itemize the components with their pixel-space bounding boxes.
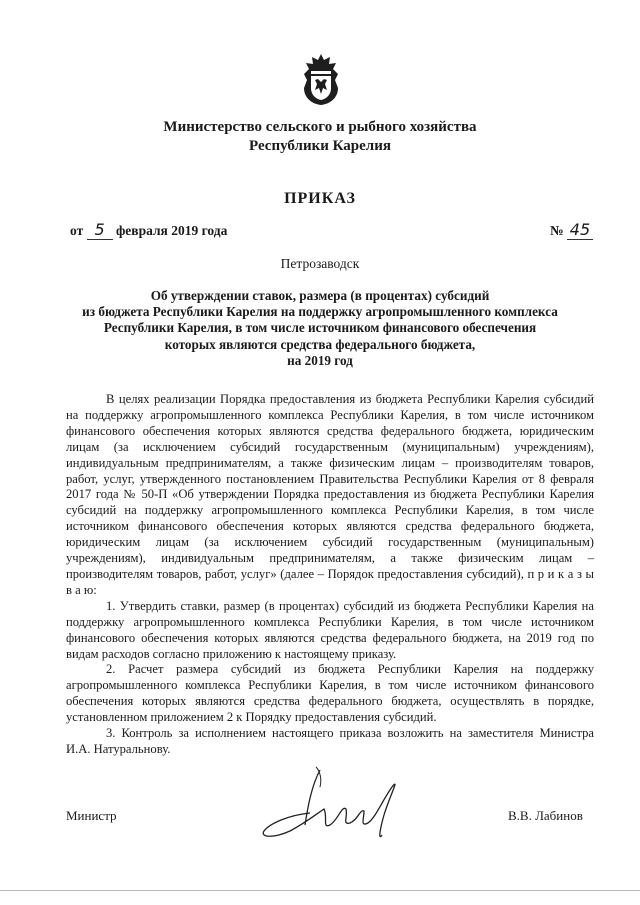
karelia-coat-of-arms-icon [302, 52, 340, 106]
clause-1: 1. Утвердить ставки, размер (в процентах) субсидий из бюджета Республики Карелия на поддержку агропромышленного комплекса Республики Карелия, в том числе источником финансового обеспечения которых являются средства федерального бюджета, на 2019 год по видам расходов согласно приложению к настоящему приказу. [66, 598, 594, 661]
order-number [550, 220, 593, 240]
city: Петрозаводск [280, 256, 360, 271]
handwritten-day: 5 [87, 220, 113, 240]
subject-line: Республики Карелия, в том числе источником финансового обеспечения [103, 320, 537, 336]
date-suffix: февраля 2019 года [115, 223, 228, 238]
ministry-name [0, 118, 640, 156]
clause-3: 3. Контроль за исполнением настоящего приказа возложить на заместителя Министра И.А. Натуральнову. [66, 726, 594, 756]
signatory-title: Министр [66, 808, 117, 823]
ministry-line-2: Республики Карелия [249, 138, 391, 154]
order-date [70, 220, 227, 240]
subject-line: Об утверждении ставок, размера (в процентах) субсидий [150, 288, 490, 303]
clause-2: 2. Расчет размера субсидий из бюджета Республики Карелия на поддержку агропромышленного комплекса Республики Карелия, в том числе источником финансового обеспечения которых являются средства федерального бюджета, осуществлять в порядке, установленном приложением 2 к Порядку предоставления субсидий. [66, 662, 594, 725]
number-prefix: № [550, 223, 564, 238]
handwritten-number: 45 [567, 220, 593, 240]
subject-line: из бюджета Республики Карелия на поддержку агропромышленного комплекса [82, 304, 558, 320]
order-body [66, 392, 594, 758]
order-subject [0, 288, 640, 369]
preamble-paragraph: В целях реализации Порядка предоставления из бюджета Республики Карелия субсидий на поддержку агропромышленного комплекса Республики Карелия, в том числе источником финансового обеспечения которых являются средства федерального бюджета, юридическим лицам (за исключением субсидий государственным (муниципальным) учреждениям), индивидуальным предпринимателям, а также физическим лицам – производителям товаров, работ, услуг, утвержденного постановлением Правительства Республики Карелия от 8 февраля 2017 года № 50-П «Об утверждении Порядка предоставления из бюджета Республики Карелия субсидий на поддержку агропромышленного комплекса Республики Карелия, в том числе источником финансового обеспечения которых являются средства федерального бюджета, юридическим лицам (за исключением субсидий государственным (муниципальным) учреждениям), индивидуальным предпринимателям, а также физическим лицам – производителям товаров, работ, услуг» (далее – Порядок предоставления субсидий), п р и к а з ы в а ю: [66, 392, 594, 597]
ministry-line-1: Министерство сельского и рыбного хозяйства [163, 119, 477, 135]
signatory-name: В.В. Лабинов [508, 808, 583, 823]
handwritten-signature-icon [250, 765, 420, 845]
subject-line: которых являются средства федерального бюджета, [164, 336, 476, 352]
order-title: ПРИКАЗ [284, 190, 356, 207]
date-prefix: от [70, 223, 84, 238]
scan-bottom-edge [0, 890, 640, 891]
subject-line: на 2019 год [287, 352, 353, 368]
